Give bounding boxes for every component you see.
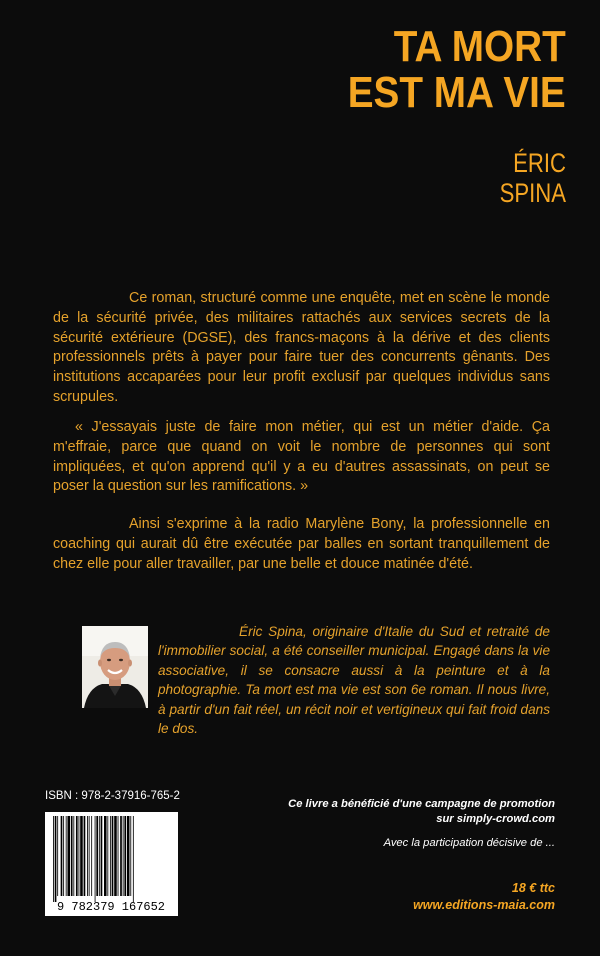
barcode-bar	[112, 816, 114, 896]
barcode-bar	[91, 816, 92, 896]
barcode-bar	[71, 816, 73, 896]
author-bio: Éric Spina, originaire d'Italie du Sud et retraité de l'immobilier social, a été conseiller municipal. Engagé dans la vie associative, il se consacre aussi à la peinture et à la photographie. Ta mort est ma vie est son 6e roman. Il nous livre, à partir d'un fait réel, un récit noir et vertigineux qui fait froid dans le dos.	[158, 624, 550, 737]
barcode-bar	[76, 816, 78, 896]
barcode-bar	[80, 816, 83, 896]
barcode-bar	[55, 816, 57, 902]
summary-paragraph-3: Ainsi s'exprime à la radio Marylène Bony, la professionnelle en coaching qui aurait dû être exécutée par balles en sortant tranquillement de chez elle pour aller travailler, par une belle et douce matinée d'été.	[53, 516, 550, 572]
barcode-bar	[61, 816, 63, 896]
barcode-bar	[99, 816, 100, 896]
barcode-bar	[110, 816, 111, 896]
price: 18 € ttc	[511, 881, 555, 895]
barcode-bar	[66, 816, 67, 896]
barcode-bar	[130, 816, 131, 896]
barcode-bar	[63, 816, 64, 896]
title-line-1: TA MORT	[393, 22, 566, 71]
barcode-bar	[120, 816, 122, 896]
publisher-website: www.editions-maia.com	[413, 898, 555, 912]
barcode-bar	[123, 816, 124, 896]
barcode-bar	[84, 816, 86, 896]
barcode-bar	[127, 816, 130, 896]
promotion-line-2: sur simply-crowd.com	[436, 813, 555, 825]
barcode-bar	[73, 816, 74, 896]
barcode-bar	[89, 816, 90, 896]
author-first-name: ÉRIC	[513, 148, 566, 178]
book-title	[348, 24, 566, 116]
barcode-bar	[67, 816, 70, 896]
author-photo	[82, 626, 148, 708]
title-line-2: EST MA VIE	[347, 68, 566, 117]
barcode-bar	[96, 816, 98, 896]
barcode-bar	[124, 816, 126, 896]
author-last-name: SPINA	[499, 178, 566, 208]
barcode	[45, 812, 178, 916]
summary-paragraph-1: Ce roman, structuré comme une enquête, met en scène le monde de la sécurité privée, des militaires rattachés aux services secrets de la sécurité extérieure (DGSE), des francs-maçons à la dérive et des clients professionnels prêts à payer pour faire tuer des concurrents gênants. Des institutions accaparées pour leur profit exclusif par quelques individus sans scrupules.	[53, 290, 550, 405]
barcode-bar	[79, 816, 80, 896]
promotion-line-1: Ce livre a bénéficié d'une campagne de promotion	[288, 798, 555, 810]
barcode-bar	[114, 816, 117, 896]
isbn-number: ISBN : 978-2-37916-765-2	[45, 790, 180, 802]
barcode-digits: 9 782379 167652	[56, 900, 166, 914]
barcode-bar	[57, 816, 58, 896]
barcode-bar	[118, 816, 119, 896]
author-name	[500, 148, 566, 208]
barcode-bar	[101, 816, 103, 896]
barcode-bar	[87, 816, 88, 896]
barcode-bar	[53, 816, 54, 902]
summary-quote: « J'essayais juste de faire mon métier, qui est un métier d'aide. Ça m'effraie, parce que quand on voit le nombre de personnes qui sont impliquées, et qu'on apprend qu'il y a eu d'autres assassinats, on peut se poser la question sur les ramifications. »	[53, 419, 550, 495]
barcode-bar	[104, 816, 107, 896]
participation-notice: Avec la participation décisive de ...	[383, 837, 555, 849]
barcode-bar	[107, 816, 108, 896]
promotion-notice	[288, 797, 555, 827]
barcode-bar	[133, 816, 134, 902]
barcode-bar	[95, 816, 96, 902]
